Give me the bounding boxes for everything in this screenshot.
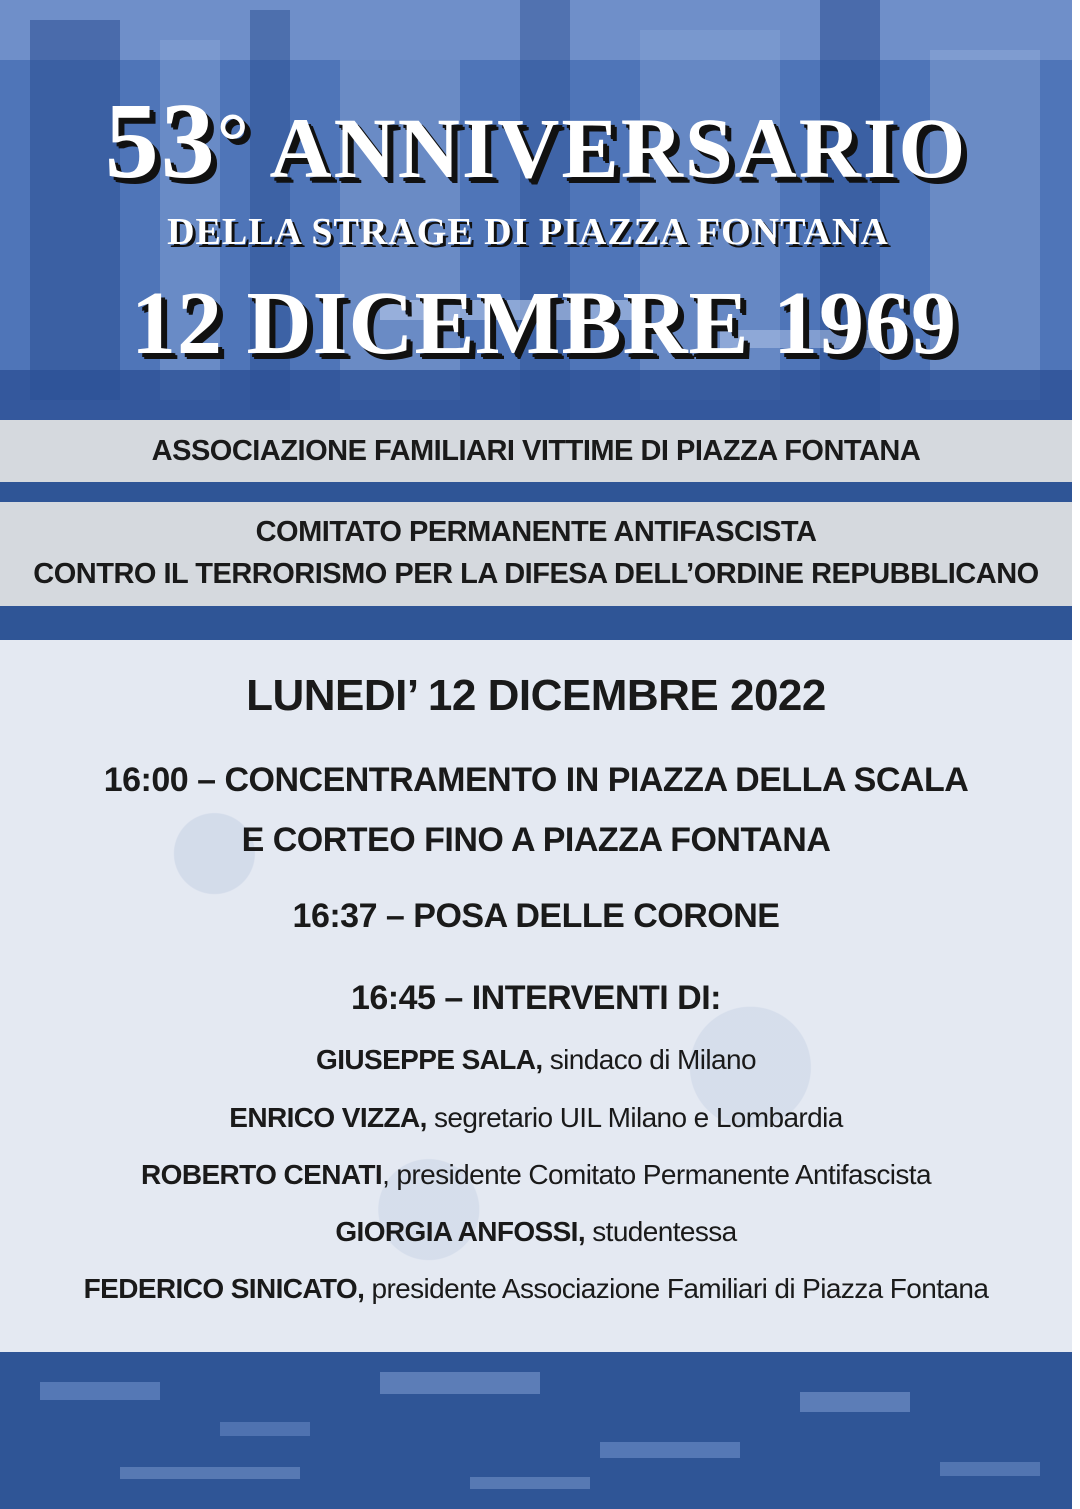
speaker-role: sindaco di Milano	[549, 1044, 756, 1075]
association-band	[0, 420, 1072, 482]
association-name: ASSOCIAZIONE FAMILIARI VITTIME DI PIAZZA FONTANA	[151, 435, 921, 467]
speaker-role: , presidente Comitato Permanente Antifascista	[382, 1159, 931, 1190]
subtitle: DELLA STRAGE DI PIAZZA FONTANA	[167, 211, 889, 253]
footer-texture-shapes	[0, 1352, 1072, 1509]
schedule-item: 16:00 – CONCENTRAMENTO IN PIAZZA DELLA SCALA	[103, 761, 969, 799]
event-panel	[0, 640, 1072, 1352]
committee-line-1: COMITATO PERMANENTE ANTIFASCISTA	[255, 516, 817, 548]
speaker-name: GIORGIA ANFOSSI,	[335, 1216, 586, 1247]
schedule-item: 16:45 – INTERVENTI DI:	[350, 979, 722, 1017]
speaker-name: ROBERTO CENATI	[141, 1159, 383, 1190]
speaker-item	[0, 1043, 1072, 1077]
footer-texture	[0, 1352, 1072, 1509]
massacre-date: 12 DICEMBRE 1969	[130, 274, 958, 373]
speaker-item	[0, 1272, 1072, 1306]
speaker-name: FEDERICO SINICATO,	[83, 1273, 365, 1304]
page-edge	[1072, 0, 1080, 1509]
anniversary-number: 53	[104, 82, 217, 201]
anniversary-word: ANNIVERSARIO	[269, 100, 968, 196]
committee-band	[0, 502, 1072, 606]
speaker-item	[0, 1215, 1072, 1249]
anniversary-title	[0, 82, 1072, 201]
speaker-name: ENRICO VIZZA,	[229, 1102, 427, 1133]
speaker-role: segretario UIL Milano e Lombardia	[434, 1102, 843, 1133]
speaker-item	[0, 1158, 1072, 1192]
degree-symbol: °	[216, 98, 251, 186]
schedule-item: E CORTEO FINO A PIAZZA FONTANA	[241, 821, 831, 859]
schedule-item: 16:37 – POSA DELLE CORONE	[292, 897, 780, 935]
speaker-name: GIUSEPPE SALA,	[316, 1044, 543, 1075]
divider-stripe	[0, 482, 1072, 502]
header-photo-background	[0, 0, 1072, 420]
event-date: LUNEDI’ 12 DICEMBRE 2022	[246, 671, 826, 720]
divider-stripe	[0, 606, 1072, 640]
speaker-role: presidente Associazione Familiari di Piazza Fontana	[371, 1273, 989, 1304]
committee-line-2: CONTRO IL TERRORISMO PER LA DIFESA DELL’ORDINE REPUBBLICANO	[33, 558, 1039, 590]
speaker-role: studentessa	[592, 1216, 737, 1247]
speaker-item	[0, 1101, 1072, 1135]
